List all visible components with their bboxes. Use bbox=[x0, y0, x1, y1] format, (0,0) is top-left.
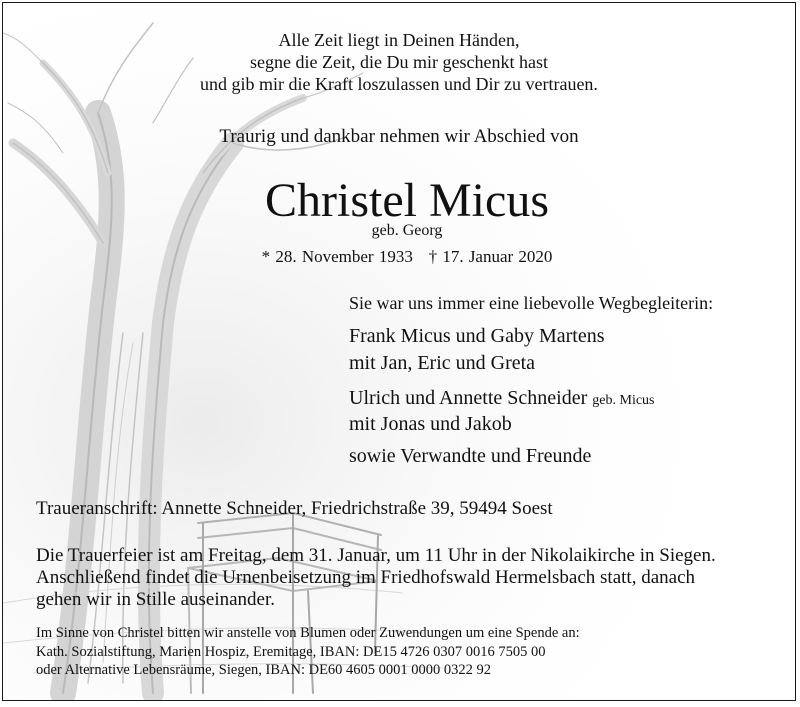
poem-line: Alle Zeit liegt in Deinen Händen, bbox=[278, 30, 520, 50]
mourner-maiden-note: geb. Micus bbox=[592, 393, 655, 408]
ceremony-info bbox=[36, 545, 716, 611]
life-dates: * 28. November 1933 † 17. Januar 2020 bbox=[261, 247, 553, 266]
donation-line: oder Alternative Lebensräume, Siegen, IBAN: DE60 4605 0001 0000 0322 92 bbox=[36, 662, 492, 678]
deceased-name: Christel Micus bbox=[265, 174, 549, 227]
donation-line: Im Sinne von Christel bitten wir anstelle von Blumen oder Zuwendungen um eine Spende an: bbox=[36, 625, 580, 641]
obituary-card bbox=[2, 2, 796, 701]
mourner-line: sowie Verwandte und Freunde bbox=[349, 445, 592, 467]
ceremony-line: gehen wir in Stille auseinander. bbox=[36, 589, 276, 610]
mourner-line: mit Jan, Eric und Greta bbox=[349, 352, 536, 374]
poem-line: segne die Zeit, die Du mir geschenkt hast bbox=[250, 52, 548, 72]
mourner-names: Ulrich und Annette Schneider bbox=[349, 387, 588, 409]
mourner-line: mit Jonas und Jakob bbox=[349, 413, 512, 435]
donation-request bbox=[36, 624, 580, 680]
mourners-intro: Sie war uns immer eine liebevolle Wegbegleiterin: bbox=[349, 293, 714, 313]
ceremony-line: Anschließend findet die Urnenbeisetzung im Friedhofswald Hermelsbach statt, danach bbox=[36, 567, 695, 588]
farewell-intro: Traurig und dankbar nehmen wir Abschied von bbox=[219, 126, 579, 147]
mourning-address: Traueranschrift: Annette Schneider, Friedrichstraße 39, 59494 Soest bbox=[36, 498, 553, 519]
donation-line: Kath. Sozialstiftung, Marien Hospiz, Eremitage, IBAN: DE15 4726 0307 0016 7505 00 bbox=[36, 643, 546, 660]
poem-line: und gib mir die Kraft loszulassen und Dir zu vertrauen. bbox=[200, 74, 598, 94]
ceremony-line: Die Trauerfeier ist am Freitag, dem 31. Januar, um 11 Uhr in der Nikolaikirche in Siegen. bbox=[36, 545, 716, 566]
mourner-line bbox=[349, 387, 655, 410]
maiden-name: geb. Georg bbox=[371, 222, 443, 239]
poem-verse bbox=[3, 29, 795, 95]
mourner-line: Frank Micus und Gaby Martens bbox=[349, 325, 605, 347]
